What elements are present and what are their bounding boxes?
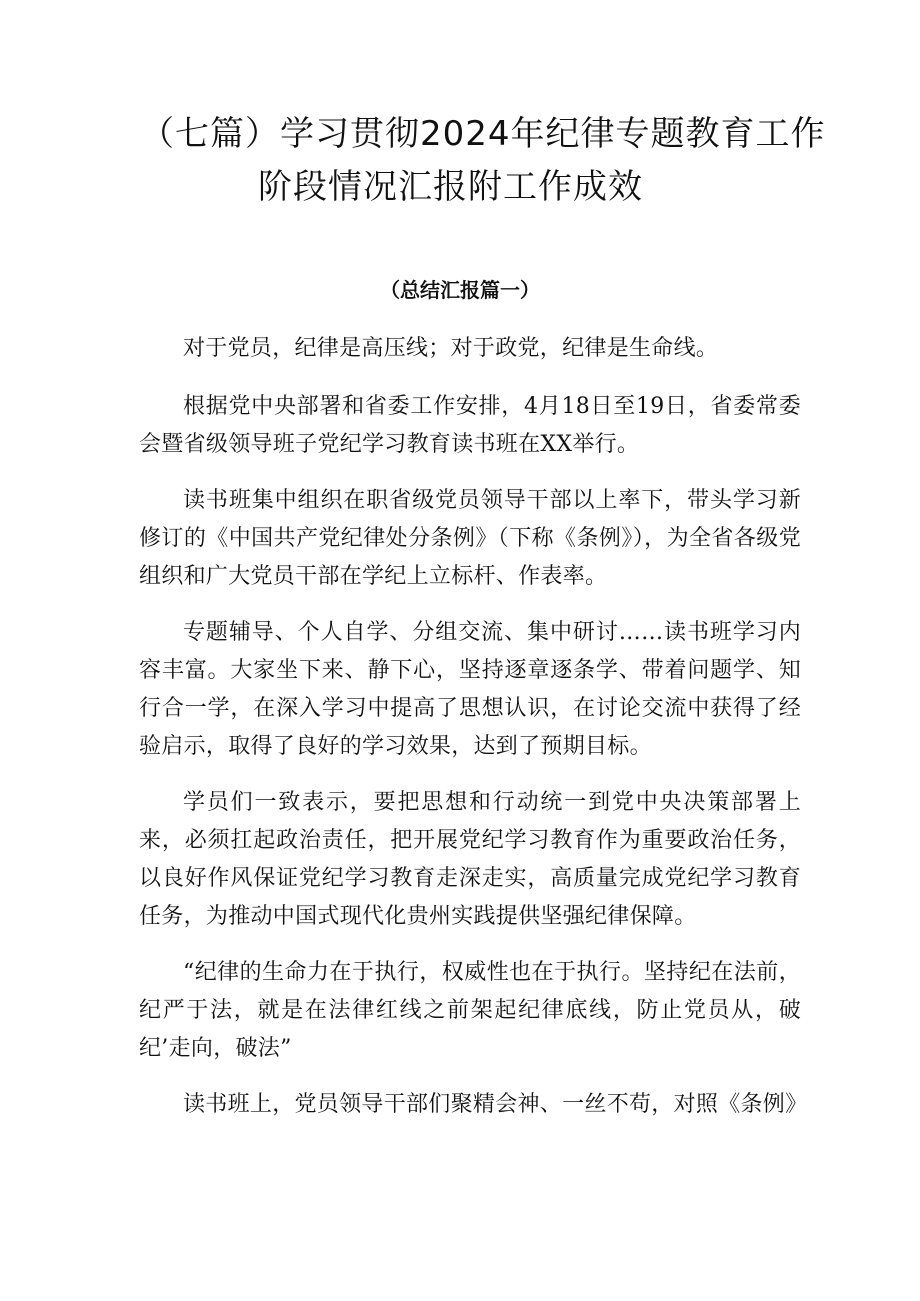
title-line-2: 阶段情况汇报附工作成效 [258,167,643,207]
paragraph: 专题辅导、个人自学、分组交流、集中研讨……读书班学习内容丰富。大家坐下来、静下心，坚持逐章逐条学、带着问题学、知行合一学，在深入学习中提高了思想认识，在讨论交流中获得了经验启示，取得了良好的学习效果，达到了预期目标。 [139,620,801,759]
document-body [139,330,808,1124]
paragraph: 学员们一致表示，要把思想和行动统一到党中央决策部署上来，必须扛起政治责任，把开展党纪学习教育作为重要政治任务，以良好作风保证党纪学习教育走深走实，高质量完成党纪学习教育任务，为推动中国式现代化贵州实践提供坚强纪律保障。 [139,790,801,929]
document-title [140,108,826,214]
title-line-1: （七篇）学习贯彻2024年纪律专题教育工作 [140,114,826,154]
paragraph: 读书班集中组织在职省级党员领导干部以上率下，带头学习新修订的《中国共产党纪律处分条例》（下称《条例》），为全省各级党组织和广大党员干部在学纪上立标杆、作表率。 [139,488,801,589]
paragraph: 根据党中央部署和省委工作安排，4月18日至19日，省委常委会暨省级领导班子党纪学习教育读书班在XX举行。 [139,394,801,457]
section-subtitle: （总结汇报篇一） [380,278,540,302]
paragraph: 对于党员，纪律是高压线；对于政党，纪律是生命线。 [183,336,719,361]
paragraph: “纪律的生命力在于执行，权威性也在于执行。坚持纪在法前，纪严于法，就是在法律红线之前架起纪律底线，防止党员从，破纪’走向，破法” [139,960,801,1061]
paragraph: 读书班上，党员领导干部们聚精会神、一丝不苟，对照《条例》 [183,1092,808,1117]
